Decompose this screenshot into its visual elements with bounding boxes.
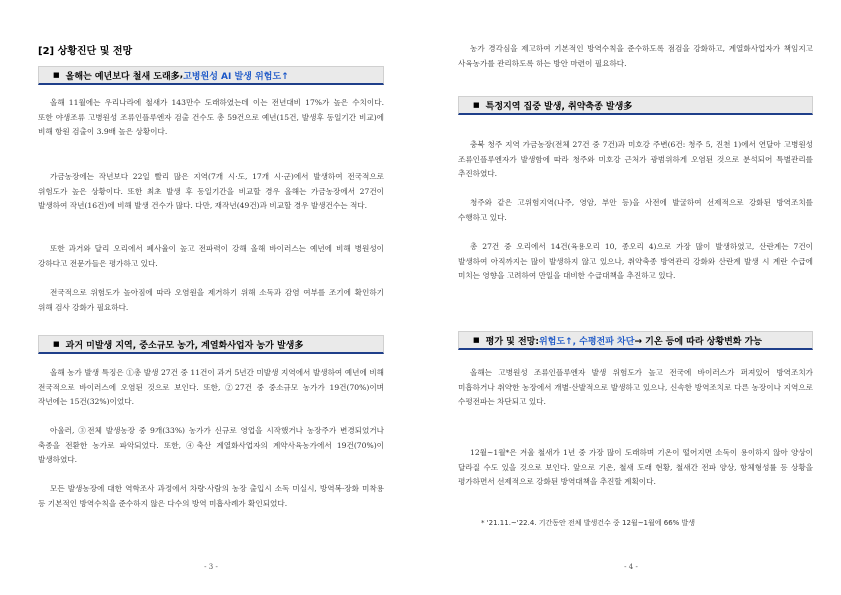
- paragraph: 올해 11월에는 우리나라에 철새가 143만수 도래하였는데 이는 전년대비 17%가 높은 수치이다. 또한 야생조류 고병원성 조류인플루엔자 검출 건수도 총 59건으로 예년(15건, 발생후 동일기간 비교)에 비해 항원 검출이 3.9배 높은 상황이다.: [38, 98, 384, 136]
- paragraph: 농가 경각심을 제고하여 기본적인 방역수칙을 준수하도록 점검을 강화하고, 계열화사업자가 책임지고 사육농가를 관리하도록 하는 방안 마련이 필요하다.: [458, 44, 813, 68]
- square-bullet-icon: ■: [53, 340, 60, 348]
- headline-separator: ,: [179, 70, 184, 80]
- section-heading: [2] 상황진단 및 전망: [38, 46, 133, 57]
- headline-arrow: 多: [294, 340, 304, 351]
- page-number: - 3 -: [204, 563, 218, 571]
- paragraph: 아울러, ③전체 발생농장 중 9개(33%) 농가가 신규로 영업을 시작했거나 농장주가 변경되었거나 축종을 전환한 농가로 파악되었다. 또한, ④축산 계열화사업자의 계약사육농가에서 19건(70%)이 발생하였다.: [38, 426, 384, 464]
- paragraph: 12월~1월*은 겨울 철새가 1년 중 가장 많이 도래하며 기온이 떨어지면 소독이 용이하지 않아 양상이 달라질 수도 있을 것으로 보인다. 앞으로 기온, 철새 도래 현황, 철새간 전파 양상, 항체형성률 등 상황을 평가하면서 선제적으로 강화된 방역대책을 추진할 계획이다.: [458, 448, 813, 486]
- headline-text: 특정지역 집중 발생, 취약축종 발생: [485, 101, 624, 112]
- headline-highlight: 위험도↑, 수평전파 차단: [538, 336, 635, 347]
- left-page: [0, 0, 420, 595]
- headline-arrow: 多: [170, 71, 180, 82]
- headline-box-new-area-farms: [38, 335, 384, 354]
- headline-text: 과거 미발생 지역, 중소규모 농가, 계열화사업자 농가 발생: [65, 340, 295, 351]
- paragraph: 총 27건 중 오리에서 14건(육용오리 10, 종오리 4)으로 가장 많이 발생하였고, 산란계는 7건이 발생하여 아직까지는 많이 발생하지 않고 있으나, 취약축종 방역관리 강화와 산란계 발생 시 계란 수급에 미치는 영향을 고려하여 만일을 대비한 수급대책을 추진하고 있다.: [458, 242, 813, 280]
- paragraph: 충북 청주 지역 가금농장(전체 27건 중 7건)과 미호강 주변(6건: 청주 5, 진천 1)에서 연달아 고병원성 조류인플루엔자가 발생함에 따라 청주와 미호강 근처가 광범위하게 오염된 것으로 분석되어 특별관리를 추진하였다.: [458, 140, 813, 178]
- square-bullet-icon: ■: [473, 336, 480, 344]
- headline-box-evaluation-outlook: [458, 331, 813, 350]
- square-bullet-icon: ■: [473, 101, 480, 109]
- headline-prefix: 평가 및 전망:: [485, 336, 539, 347]
- square-bullet-icon: ■: [53, 71, 60, 79]
- right-page: [421, 0, 841, 595]
- paragraph: 청주와 같은 고위험지역(나주, 영암, 부안 등)을 사전에 발굴하여 선제적으로 강화된 방역조치를 수행하고 있다.: [458, 198, 813, 222]
- headline-box-specific-region: [458, 96, 813, 115]
- headline-box-migratory-birds: [38, 66, 384, 85]
- page-number: - 4 -: [624, 563, 638, 571]
- paragraph: 또한 과거와 달리 오리에서 폐사율이 높고 전파력이 강해 올해 바이러스는 예년에 비해 병원성이 강하다고 전문가들은 평가하고 있다.: [38, 244, 384, 268]
- headline-arrow: 多: [623, 101, 633, 112]
- paragraph: 올해 농가 발생 특징은 ①총 발생 27건 중 11건이 과거 5년간 미발생 지역에서 발생하여 예년에 비해 전국적으로 바이러스에 오염된 것으로 보인다. 또한, ②27건 중 중소규모 농가가 19건(70%)이며 작년에는 15건(32%)이었다.: [38, 368, 384, 406]
- paragraph: 전국적으로 위험도가 높아짐에 따라 오염원을 제거하기 위해 소독과 감염 여부를 조기에 확인하기 위해 검사 강화가 필요하다.: [38, 288, 384, 312]
- headline-highlight: 고병원성 AI 발생 위험도↑: [183, 71, 289, 82]
- footnote: * '21.11.~'22.4. 기간동안 전체 발생건수 중 12월~1월에 66% 발생: [481, 519, 696, 527]
- paragraph: 올해는 고병원성 조류인플루엔자 발생 위험도가 높고 전국에 바이러스가 퍼져있어 방역조치가 미흡하거나 취약한 농장에서 개별·산발적으로 발생하고 있으나, 신속한 방역조치로 다른 농장이나 지역으로 수평전파는 차단되고 있다.: [458, 368, 813, 406]
- headline-text: 올해는 예년보다 철새 도래: [65, 71, 171, 82]
- paragraph: 가금농장에는 작년보다 22일 빨리 많은 지역(7개 시·도, 17개 시·군)에서 발생하여 전국적으로 위험도가 높은 상황이다. 또한 최초 발생 후 동일기간을 비교할 경우 올해는 가금농장에서 27건이 발생하여 작년(16건)에 비해 발생 건수가 많다. 다만, 재작년(49건)과 비교할 경우 발생건수는 적다.: [38, 172, 384, 210]
- headline-suffix: → 기온 등에 따라 상황변화 가능: [634, 336, 762, 347]
- paragraph: 모든 발생농장에 대한 역학조사 과정에서 차량·사람의 농장 출입시 소독 미실시, 방역복·장화 미착용 등 기본적인 방역수칙을 준수하지 않은 다수의 방역 미흡사례가 확인되었다.: [38, 484, 384, 508]
